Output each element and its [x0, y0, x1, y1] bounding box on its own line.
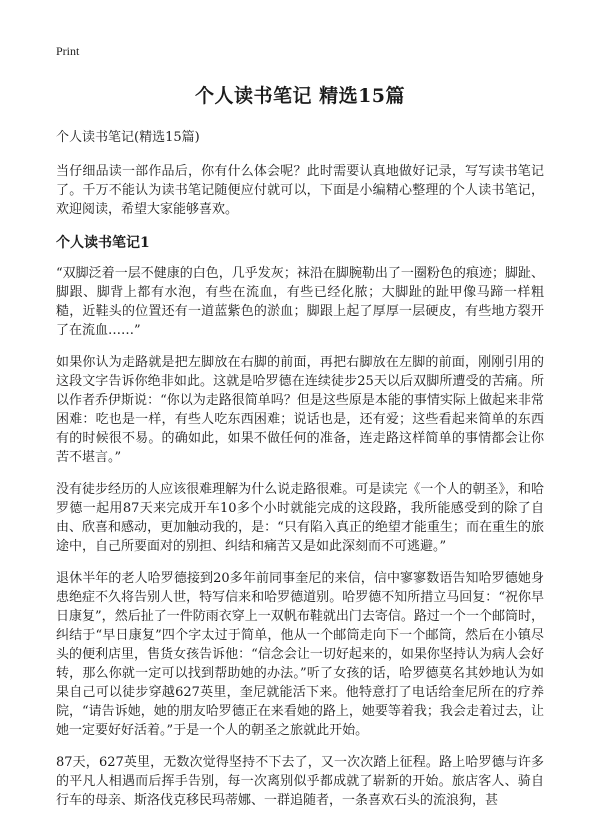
body-paragraph-3: 没有徒步经历的人应该很难理解为什么说走路很难。可是读完《一个人的朝圣》，和哈罗德一起用87天来完成开车10多个小时就能完成的这段路，我所能感受到的除了自由、欣喜和感动，更加触动我的，是：“只有陷入真正的绝望才能重生；而在重生的旅途中，自己所要面对的别担、纠结和痛苦又是如此深刻而不可逃避。”	[56, 482, 544, 554]
body-paragraph-4: 退休半年的老人哈罗德接到20多年前同事奎尼的来信，信中寥寥数语告知哈罗德她身患绝症不久将告别人世，特写信来和哈罗德道别。哈罗德不知所措立马回复：“祝你早日康复”，然后扯了一件防雨衣穿上一双帆布鞋就出门去寄信。路过一个一个邮筒时，纠结于“早日康复”四个字太过于简单，他从一个邮筒走向下一个邮筒，然后在小镇尽头的便利店里，售货女孩告诉他：“信念会让一切好起来的，如果你坚持认为病人会好转，那么你就一定可以找到帮助她的办法。”听了女孩的话，哈罗德莫名其妙地认为如果自己可以徒步穿越627英里，奎尼就能活下来。他特意打了电话给奎尼所在的疗养院，“请告诉她，她的朋友哈罗德正在来看她的路上，她要等着我；我会走着过去，让她一定要好好活着。”于是一个人的朝圣之旅就此开始。	[56, 571, 544, 738]
body-paragraph-1: “双脚泛着一层不健康的白色，几乎发灰；袜沿在脚腕勒出了一圈粉色的痕迹；脚趾、脚跟、脚背上都有水泡，有些在流血，有些已经化脓；大脚趾的趾甲像马蹄一样粗糙，近鞋头的位置还有一道蓝紫色的淤血；脚跟上起了厚厚一层硬皮，有些地方裂开了在流血……”	[56, 266, 544, 338]
body-paragraph-2: 如果你认为走路就是把左脚放在右脚的前面，再把右脚放在左脚的前面，刚刚引用的这段文字告诉你绝非如此。这就是哈罗德在连续徒步25天以后双脚所遭受的苦痛。所以作者乔伊斯说：“你以为走路很简单吗？但是这些原是本能的事情实际上做起来非常困难：吃也是一样，有些人吃东西困难；说话也是，还有爱；这些看起来简单的东西有的时候很不易。的确如此，如果不做任何的准备，连走路这样简单的事情都会让你苦不堪言。”	[56, 355, 544, 465]
section-heading: 个人读书笔记1	[56, 235, 150, 251]
print-link[interactable]: Print	[56, 44, 80, 58]
page-title: 个人读书笔记 精选15篇	[194, 85, 406, 107]
body-paragraph-5: 87天，627英里，无数次觉得坚持不下去了，又一次次踏上征程。路上哈罗德与许多的平凡人相遇而后挥手告别，每一次离别似乎都成就了崭新的开始。旅店客人、骑自行车的母亲、斯洛伐克移民玛蒂娜、一群追随者，一条喜欢石头的流浪狗，甚	[56, 755, 544, 808]
document-subtitle: 个人读书笔记(精选15篇)	[56, 130, 200, 145]
intro-paragraph: 当仔细品读一部作品后，你有什么体会呢？此时需要认真地做好记录，写写读书笔记了。千万不能认为读书笔记随便应付就可以，下面是小编精心整理的个人读书笔记，欢迎阅读，希望大家能够喜欢。	[56, 164, 544, 217]
